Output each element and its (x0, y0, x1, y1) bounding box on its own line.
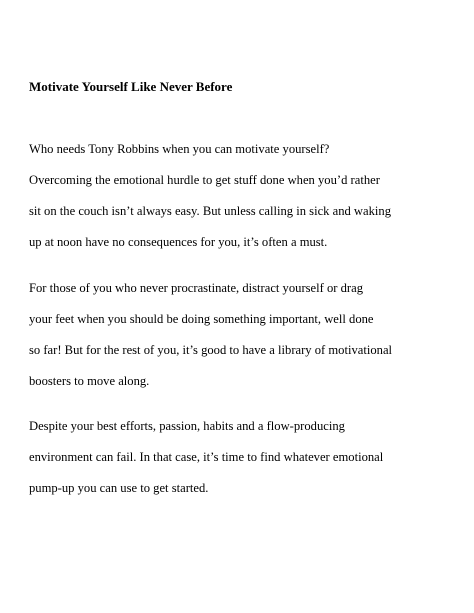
paragraph-line: up at noon have no consequences for you, it’s often a must. (29, 235, 328, 249)
paragraph-line: Overcoming the emotional hurdle to get stuff done when you’d rather (29, 173, 380, 187)
paragraph-line: pump-up you can use to get started. (29, 481, 209, 495)
paragraph-line: sit on the couch isn’t always easy. But unless calling in sick and waking (29, 204, 392, 218)
paragraph-1 (29, 140, 449, 251)
paragraph-line: Who needs Tony Robbins when you can motivate yourself? (29, 142, 330, 156)
paragraph-3 (29, 417, 449, 497)
paragraph-line: Despite your best efforts, passion, habits and a flow-producing (29, 419, 345, 433)
paragraph-line: so far! But for the rest of you, it’s good to have a library of motivational (29, 343, 393, 357)
paragraph-line: For those of you who never procrastinate, distract yourself or drag (29, 281, 363, 295)
paragraph-line: your feet when you should be doing something important, well done (29, 312, 374, 326)
paragraph-line: boosters to move along. (29, 374, 150, 388)
document-title: Motivate Yourself Like Never Before (29, 79, 233, 94)
paragraph-line: environment can fail. In that case, it’s time to find whatever emotional (29, 450, 384, 464)
paragraph-2 (29, 279, 449, 390)
